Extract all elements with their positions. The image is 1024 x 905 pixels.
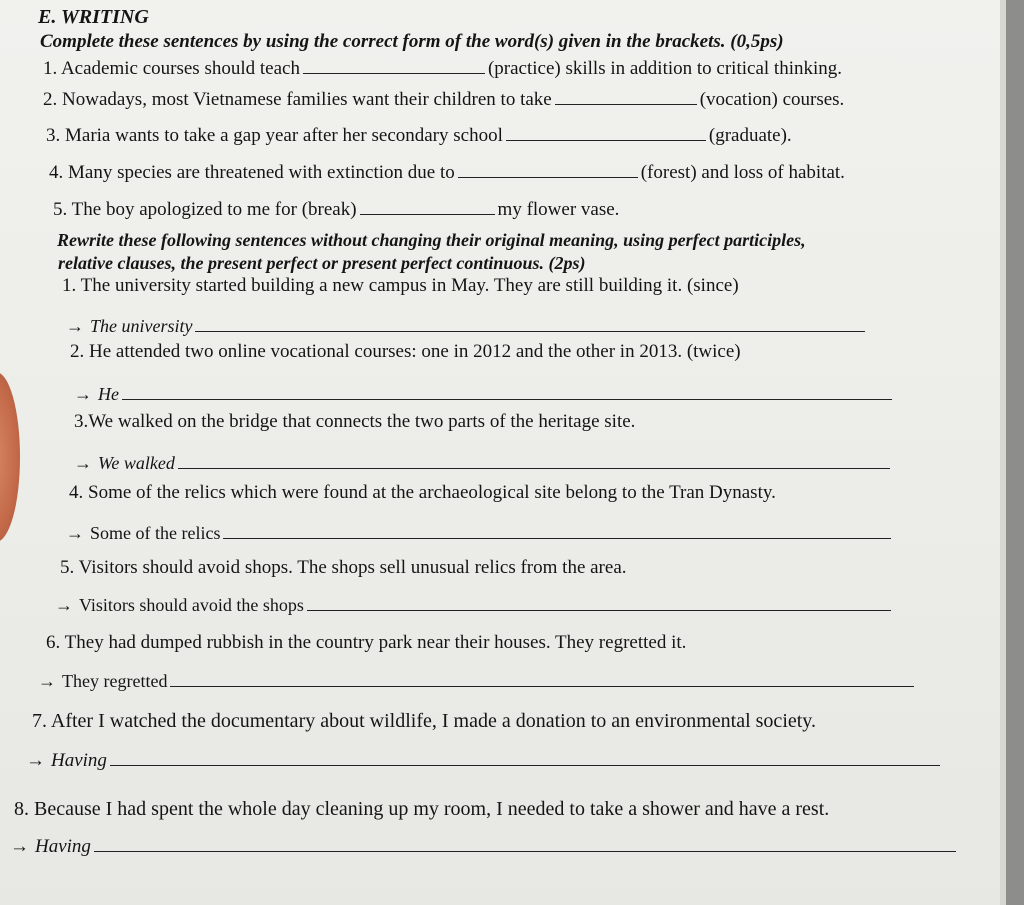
fill-item-1-blank[interactable] bbox=[303, 59, 485, 74]
section-title: E. WRITING bbox=[38, 6, 149, 28]
rewrite-item-3-blank[interactable] bbox=[178, 454, 890, 469]
rewrite-item-6-blank[interactable] bbox=[170, 672, 914, 687]
rewrite-item-7-starter: Having bbox=[51, 750, 107, 771]
rewrite-item-1-sentence: 1. The university started building a new campus in May. They are still building it. (since) bbox=[62, 275, 739, 296]
finger-shadow bbox=[0, 372, 20, 542]
fill-item-2 bbox=[43, 89, 844, 111]
fill-item-2-blank[interactable] bbox=[555, 90, 697, 105]
arrow-icon: → bbox=[38, 671, 56, 691]
fill-item-5-blank[interactable] bbox=[360, 200, 495, 215]
arrow-icon: → bbox=[10, 836, 29, 857]
fill-item-1-after: (practice) skills in addition to critical thinking. bbox=[487, 58, 843, 79]
rewrite-item-6-starter: They regretted bbox=[62, 671, 168, 691]
rewrite-item-8-answer bbox=[10, 836, 959, 858]
arrow-icon: → bbox=[74, 453, 92, 473]
fill-item-1-before: 1. Academic courses should teach bbox=[43, 58, 300, 79]
rewrite-item-4-sentence: 4. Some of the relics which were found at the archaeological site belong to the Tran Dynasty. bbox=[69, 482, 776, 503]
rewrite-item-5-blank[interactable] bbox=[307, 596, 891, 611]
fill-item-2-after: (vocation) courses. bbox=[699, 89, 845, 110]
rewrite-item-4-blank[interactable] bbox=[223, 524, 891, 539]
arrow-icon: → bbox=[66, 316, 84, 336]
arrow-icon: → bbox=[26, 750, 45, 771]
rewrite-item-5-starter: Visitors should avoid the shops bbox=[79, 595, 304, 615]
fill-item-3 bbox=[46, 125, 792, 147]
fill-item-3-after: (graduate). bbox=[708, 125, 792, 146]
rewrite-item-8-blank[interactable] bbox=[94, 837, 956, 852]
rewrite-item-2-blank[interactable] bbox=[122, 385, 892, 400]
rewrite-item-7-sentence: 7. After I watched the documentary about wildlife, I made a donation to an environmental society. bbox=[32, 710, 817, 732]
fill-item-3-before: 3. Maria wants to take a gap year after her secondary school bbox=[46, 125, 503, 146]
fill-item-3-blank[interactable] bbox=[506, 126, 706, 141]
part2-instruction-line1: Rewrite these following sentences without changing their original meaning, using perfect participles, bbox=[57, 230, 806, 250]
arrow-icon: → bbox=[66, 523, 84, 543]
fill-item-5-before: 5. The boy apologized to me for (break) bbox=[53, 199, 357, 220]
rewrite-item-1-blank[interactable] bbox=[195, 317, 865, 332]
rewrite-item-8-starter: Having bbox=[35, 836, 91, 857]
rewrite-item-2-starter: He bbox=[98, 384, 119, 404]
rewrite-item-1-starter: The university bbox=[90, 316, 193, 336]
fill-item-5 bbox=[53, 199, 619, 221]
fill-item-4-before: 4. Many species are threatened with extinction due to bbox=[49, 162, 455, 183]
rewrite-item-3-answer bbox=[74, 452, 893, 474]
rewrite-item-3-sentence: 3.We walked on the bridge that connects the two parts of the heritage site. bbox=[74, 411, 636, 432]
fill-item-1 bbox=[43, 58, 842, 80]
fill-item-5-after: my flower vase. bbox=[497, 199, 620, 220]
fill-item-4-blank[interactable] bbox=[458, 163, 638, 178]
rewrite-item-4-answer bbox=[66, 522, 894, 544]
part1-instruction: Complete these sentences by using the correct form of the word(s) given in the brackets. (0,5ps) bbox=[40, 31, 784, 52]
part2-instruction-line2: relative clauses, the present perfect or present perfect continuous. (2ps) bbox=[58, 253, 586, 273]
rewrite-item-1-answer bbox=[66, 315, 868, 337]
rewrite-item-5-sentence: 5. Visitors should avoid shops. The shops sell unusual relics from the area. bbox=[60, 557, 627, 578]
fill-item-2-before: 2. Nowadays, most Vietnamese families want their children to take bbox=[43, 89, 552, 110]
rewrite-item-8-sentence: 8. Because I had spent the whole day cleaning up my room, I needed to take a shower and have a rest. bbox=[14, 798, 830, 820]
rewrite-item-2-answer bbox=[74, 383, 895, 405]
rewrite-item-6-sentence: 6. They had dumped rubbish in the country park near their houses. They regretted it. bbox=[46, 632, 687, 653]
rewrite-item-7-answer bbox=[26, 750, 943, 772]
fill-item-4 bbox=[49, 162, 845, 184]
rewrite-item-3-starter: We walked bbox=[98, 453, 175, 473]
arrow-icon: → bbox=[74, 384, 92, 404]
arrow-icon: → bbox=[55, 595, 73, 615]
rewrite-item-4-starter: Some of the relics bbox=[90, 523, 221, 543]
rewrite-item-6-answer bbox=[38, 670, 917, 692]
rewrite-item-2-sentence: 2. He attended two online vocational courses: one in 2012 and the other in 2013. (twice) bbox=[70, 341, 741, 362]
fill-item-4-after: (forest) and loss of habitat. bbox=[640, 162, 845, 183]
rewrite-item-5-answer bbox=[55, 594, 894, 616]
rewrite-item-7-blank[interactable] bbox=[110, 751, 940, 766]
